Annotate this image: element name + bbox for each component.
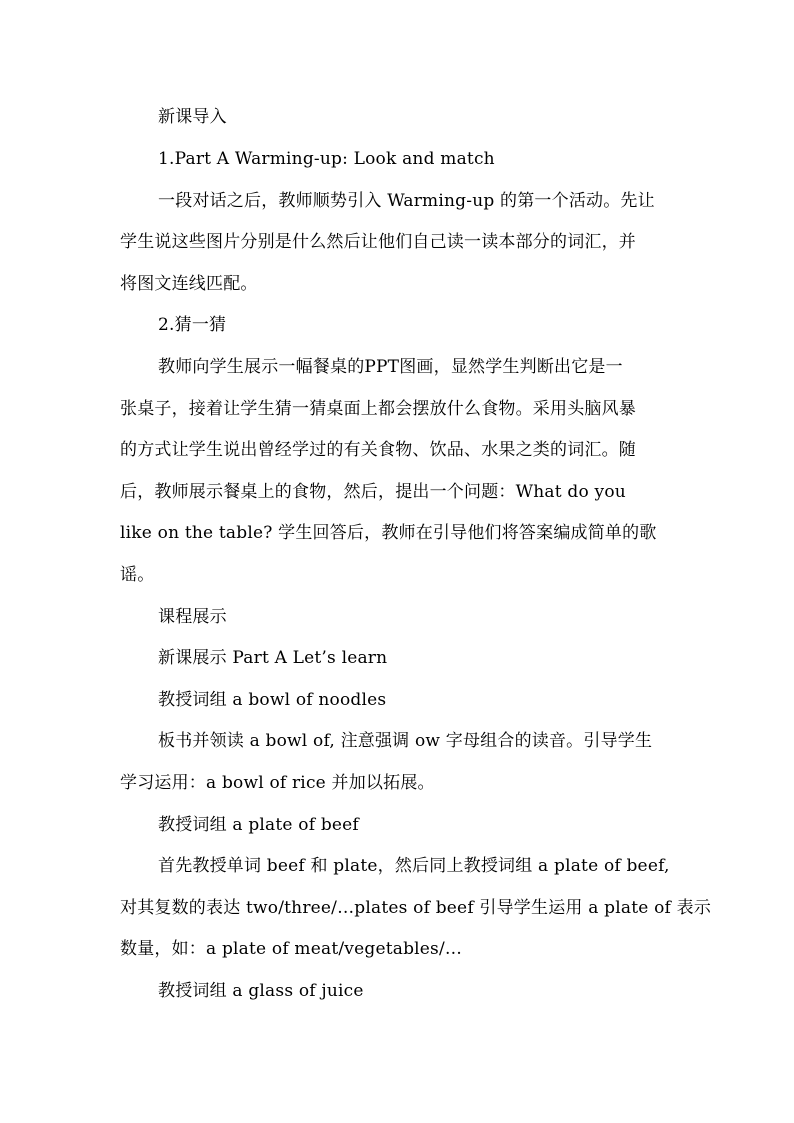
- paragraph-line: 的方式让学生说出曾经学过的有关食物、饮品、水果之类的词汇。随: [120, 440, 636, 460]
- paragraph-line: 数量，如：a plate of meat/vegetables/…: [120, 939, 463, 959]
- paragraph-line: 后，教师展示餐桌上的食物，然后，提出一个问题：What do you: [120, 482, 626, 502]
- subheading-guess: 2.猜一猜: [158, 315, 227, 335]
- paragraph-line: like on the table? 学生回答后，教师在引导他们将答案编成简单的歌: [120, 523, 657, 543]
- phrase-heading-glass-of-juice: 教授词组 a glass of juice: [158, 981, 364, 1001]
- paragraph-line: 教师向学生展示一幅餐桌的PPT图画，显然学生判断出它是一: [158, 357, 623, 377]
- paragraph-line: 将图文连线匹配。: [120, 274, 258, 294]
- paragraph-line: 张桌子，接着让学生猜一猜桌面上都会摆放什么食物。采用头脑风暴: [120, 399, 636, 419]
- paragraph-line: 学习运用：a bowl of rice 并加以拓展。: [120, 773, 435, 793]
- phrase-heading-plate-of-beef: 教授词组 a plate of beef: [158, 815, 359, 835]
- paragraph-line: 对其复数的表达 two/three/…plates of beef 引导学生运用 a plate of 表示: [120, 898, 712, 918]
- paragraph-line: 板书并领读 a bowl of, 注意强调 ow 字母组合的读音。引导学生: [158, 731, 653, 751]
- section-heading-new-lesson-intro: 新课导入: [158, 107, 227, 127]
- paragraph-line: 首先教授单词 beef 和 plate，然后同上教授词组 a plate of beef,: [158, 856, 670, 876]
- paragraph-line: 一段对话之后，教师顺势引入 Warming-up 的第一个活动。先让: [158, 191, 655, 211]
- subheading-warming-up: 1.Part A Warming-up: Look and match: [158, 149, 495, 169]
- section-heading-course-display: 课程展示: [158, 607, 227, 627]
- phrase-heading-bowl-of-noodles: 教授词组 a bowl of noodles: [158, 690, 387, 710]
- subheading-lets-learn: 新课展示 Part A Let’s learn: [158, 648, 388, 668]
- paragraph-line: 谣。: [120, 565, 155, 585]
- paragraph-line: 学生说这些图片分别是什么然后让他们自己读一读本部分的词汇，并: [120, 232, 636, 252]
